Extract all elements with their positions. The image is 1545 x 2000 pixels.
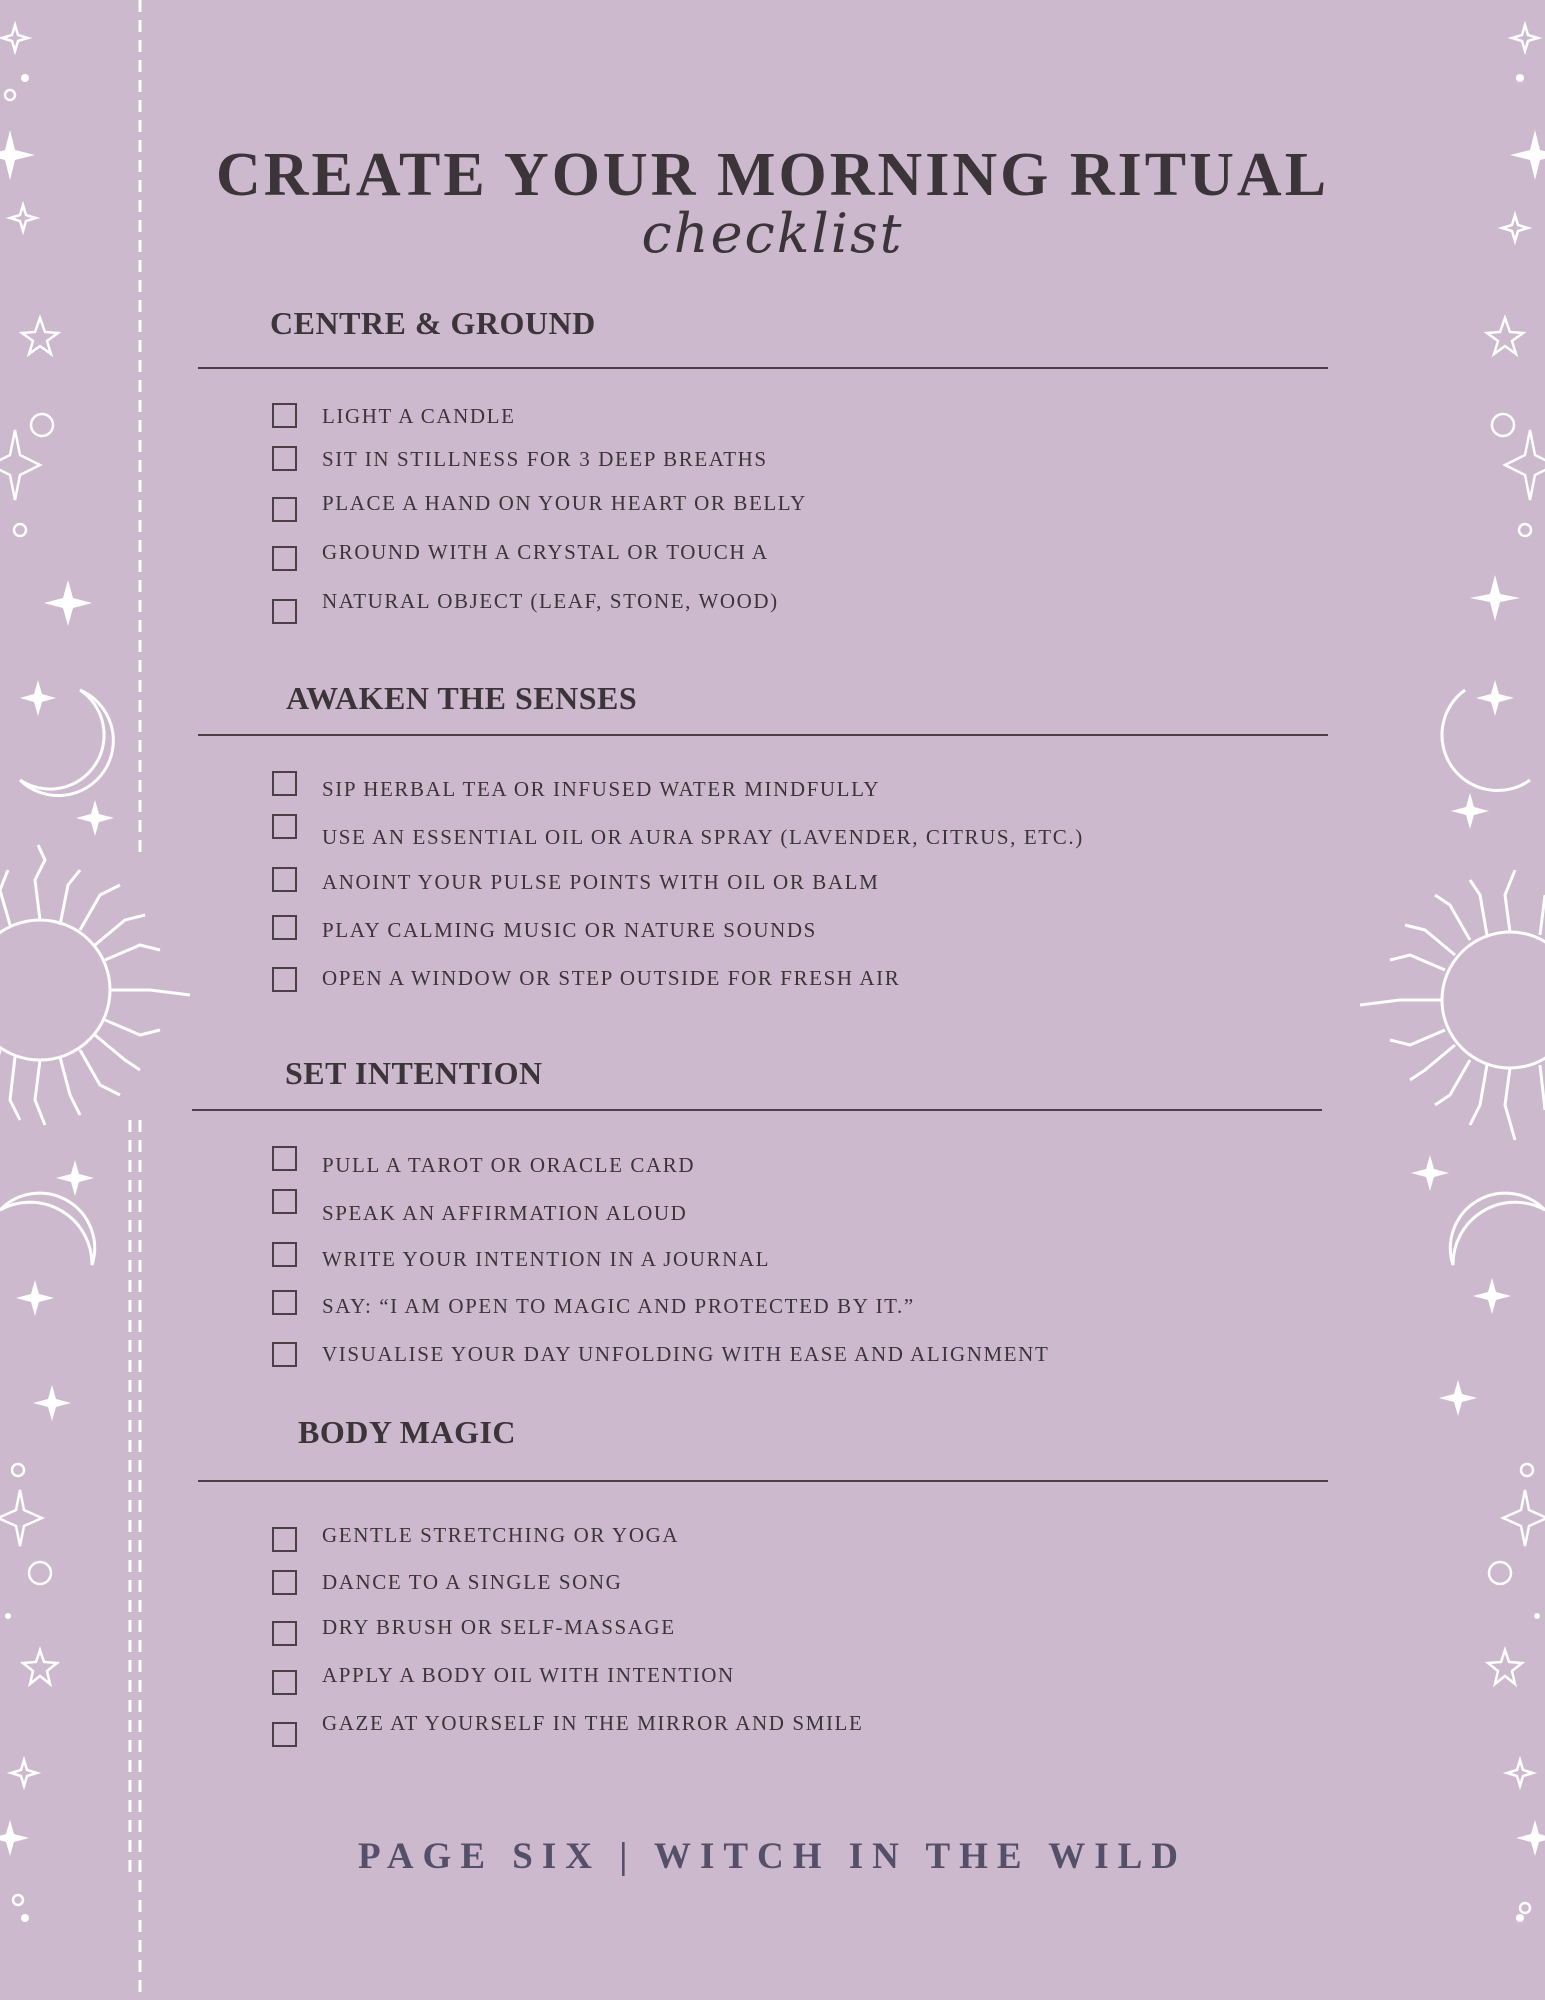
checkbox[interactable] [272, 1621, 297, 1646]
item-label: DRY BRUSH OR SELF-MASSAGE [322, 1615, 676, 1639]
section-divider [198, 734, 1328, 736]
item-label: WRITE YOUR INTENTION IN A JOURNAL [322, 1247, 771, 1271]
item-label: PLAY CALMING MUSIC OR NATURE SOUNDS [322, 918, 817, 942]
checkbox[interactable] [272, 446, 297, 471]
right-celestial-border [1330, 0, 1545, 2000]
checkbox[interactable] [272, 1189, 297, 1214]
checkbox[interactable] [272, 915, 297, 940]
checkbox[interactable] [272, 867, 297, 892]
section-heading-body-magic: BODY MAGIC [298, 1414, 517, 1450]
star-icon [2, 25, 28, 51]
checkbox[interactable] [272, 1342, 297, 1367]
sun-icon [1360, 870, 1545, 1140]
checkbox[interactable] [272, 771, 297, 796]
item-label: PULL A TAROT OR ORACLE CARD [322, 1153, 696, 1177]
checkbox[interactable] [272, 1290, 297, 1315]
item-label: PLACE A HAND ON YOUR HEART OR BELLY [322, 491, 807, 515]
circle-icon [31, 414, 53, 436]
crescent-moon-icon [0, 690, 113, 1265]
checkbox[interactable] [272, 403, 297, 428]
checkbox[interactable] [272, 967, 297, 992]
checkbox[interactable] [272, 497, 297, 522]
section-divider [198, 367, 1328, 369]
item-label: VISUALISE YOUR DAY UNFOLDING WITH EASE AND ALIGNMENT [322, 1342, 1050, 1366]
item-label: SIP HERBAL TEA OR INFUSED WATER MINDFULLY [322, 777, 881, 801]
checkbox[interactable] [272, 1527, 297, 1552]
checkbox[interactable] [272, 1722, 297, 1747]
item-label: LIGHT A CANDLE [322, 404, 516, 428]
section-heading-set-intention: SET INTENTION [285, 1055, 543, 1091]
checkbox[interactable] [272, 814, 297, 839]
section-divider [198, 1480, 1328, 1482]
sparkle-icon [0, 130, 114, 1856]
item-label: DANCE TO A SINGLE SONG [322, 1570, 623, 1594]
item-label: NATURAL OBJECT (LEAF, STONE, WOOD) [322, 589, 779, 613]
checkbox[interactable] [272, 1570, 297, 1595]
page-footer: PAGE SIX | WITCH IN THE WILD [357, 1836, 1187, 1877]
page-title: CREATE YOUR MORNING RITUAL [215, 141, 1330, 209]
item-label: ANOINT YOUR PULSE POINTS WITH OIL OR BALM [322, 870, 880, 894]
section-heading-centre-ground: CENTRE & GROUND [270, 305, 596, 341]
item-label: GROUND WITH A CRYSTAL OR TOUCH A [322, 540, 769, 564]
page-subtitle: checklist [641, 202, 904, 265]
item-label: GAZE AT YOURSELF IN THE MIRROR AND SMILE [322, 1711, 864, 1735]
item-label: APPLY A BODY OIL WITH INTENTION [322, 1663, 735, 1687]
item-label: SIT IN STILLNESS FOR 3 DEEP BREATHS [322, 447, 768, 471]
item-label: SAY: “I AM OPEN TO MAGIC AND PROTECTED BY IT.” [322, 1294, 915, 1318]
item-label: SPEAK AN AFFIRMATION ALOUD [322, 1201, 688, 1225]
checkbox[interactable] [272, 1242, 297, 1267]
item-label: USE AN ESSENTIAL OIL OR AURA SPRAY (LAVENDER, CITRUS, ETC.) [322, 825, 1084, 849]
sun-icon [0, 845, 190, 1125]
item-label: OPEN A WINDOW OR STEP OUTSIDE FOR FRESH AIR [322, 966, 901, 990]
checkbox[interactable] [272, 599, 297, 624]
circle-icon [1492, 414, 1514, 436]
crescent-moon-icon [1442, 690, 1545, 1265]
checkbox[interactable] [272, 1146, 297, 1171]
section-heading-awaken-senses: AWAKEN THE SENSES [286, 680, 638, 716]
star-icon [1512, 25, 1538, 51]
section-divider [192, 1109, 1322, 1111]
checkbox[interactable] [272, 546, 297, 571]
item-label: GENTLE STRETCHING OR YOGA [322, 1523, 680, 1547]
sparkle-icon [1411, 130, 1545, 1856]
checkbox[interactable] [272, 1670, 297, 1695]
left-celestial-border [0, 0, 215, 2000]
